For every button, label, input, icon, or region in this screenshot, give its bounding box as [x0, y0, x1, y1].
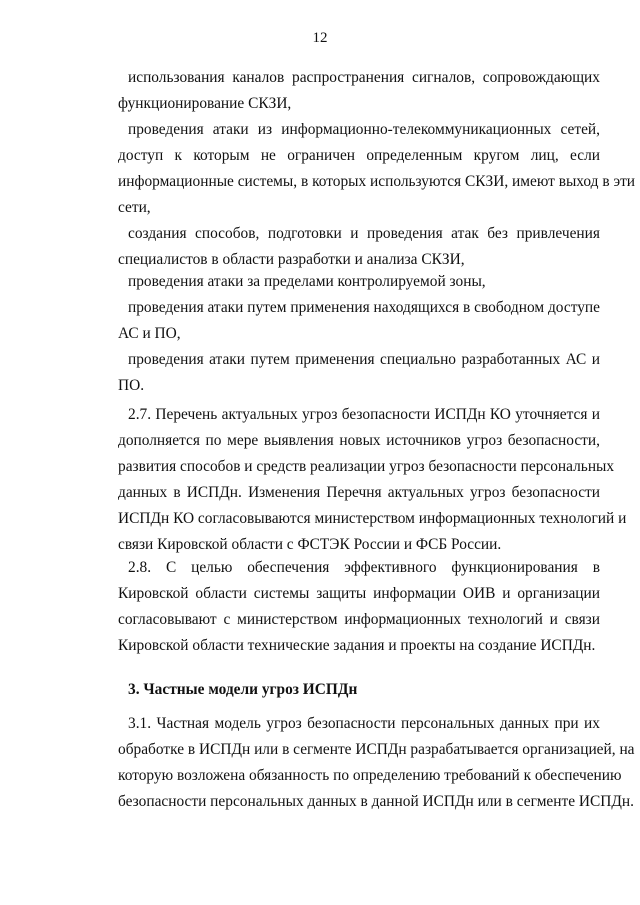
- text-line: обработке в ИСПДн или в сегменте ИСПДн разрабатывается организацией, на: [118, 741, 635, 758]
- text-line: информационные системы, в которых используются СКЗИ, имеют выход в эти: [118, 173, 636, 190]
- text-line: Кировской области системы защиты информации ОИВ и организации: [118, 585, 600, 602]
- text-line: создания способов, подготовки и проведения атак без привлечения: [128, 225, 600, 242]
- text-line: данных в ИСПДн. Изменения Перечня актуальных угроз безопасности: [118, 484, 600, 501]
- text-line: которую возложена обязанность по определению требований к обеспечению: [118, 767, 622, 784]
- section-heading: 3. Частные модели угроз ИСПДн: [128, 681, 358, 698]
- text-line: безопасности персональных данных в данной ИСПДн или в сегменте ИСПДн.: [118, 793, 634, 810]
- text-line: проведения атаки за пределами контролируемой зоны,: [128, 273, 486, 290]
- text-line: 2.8. С целью обеспечения эффективного функционирования в: [128, 559, 600, 576]
- text-line: АС и ПО,: [118, 325, 181, 342]
- text-line: ПО.: [118, 377, 145, 394]
- text-line: ИСПДн КО согласовываются министерством информационных технологий и: [118, 510, 627, 527]
- text-line: 2.7. Перечень актуальных угроз безопасности ИСПДн КО уточняется и: [128, 406, 600, 423]
- text-line: согласовывают с министерством информационных технологий и связи: [118, 611, 600, 628]
- text-line: Кировской области технические задания и проекты на создание ИСПДн.: [118, 637, 596, 654]
- page-number: 12: [312, 30, 328, 46]
- text-line: доступ к которым не ограничен определенным кругом лиц, если: [118, 147, 600, 164]
- text-line: использования каналов распространения сигналов, сопровождающих: [128, 69, 600, 86]
- text-line: проведения атаки путем применения специально разработанных АС и: [128, 351, 600, 368]
- text-line: проведения атаки путем применения находящихся в свободном доступе: [128, 299, 600, 316]
- text-line: 3.1. Частная модель угроз безопасности персональных данных при их: [128, 715, 600, 732]
- text-line: проведения атаки из информационно-телекоммуникационных сетей,: [128, 121, 600, 138]
- text-line: связи Кировской области с ФСТЭК России и ФСБ России.: [118, 536, 502, 553]
- text-line: специалистов в области разработки и анализа СКЗИ,: [118, 251, 465, 268]
- text-line: функционирование СКЗИ,: [118, 95, 292, 112]
- text-line: дополняется по мере выявления новых источников угроз безопасности,: [118, 432, 600, 449]
- text-line: сети,: [118, 199, 151, 216]
- text-line: развития способов и средств реализации угроз безопасности персональных: [118, 458, 615, 475]
